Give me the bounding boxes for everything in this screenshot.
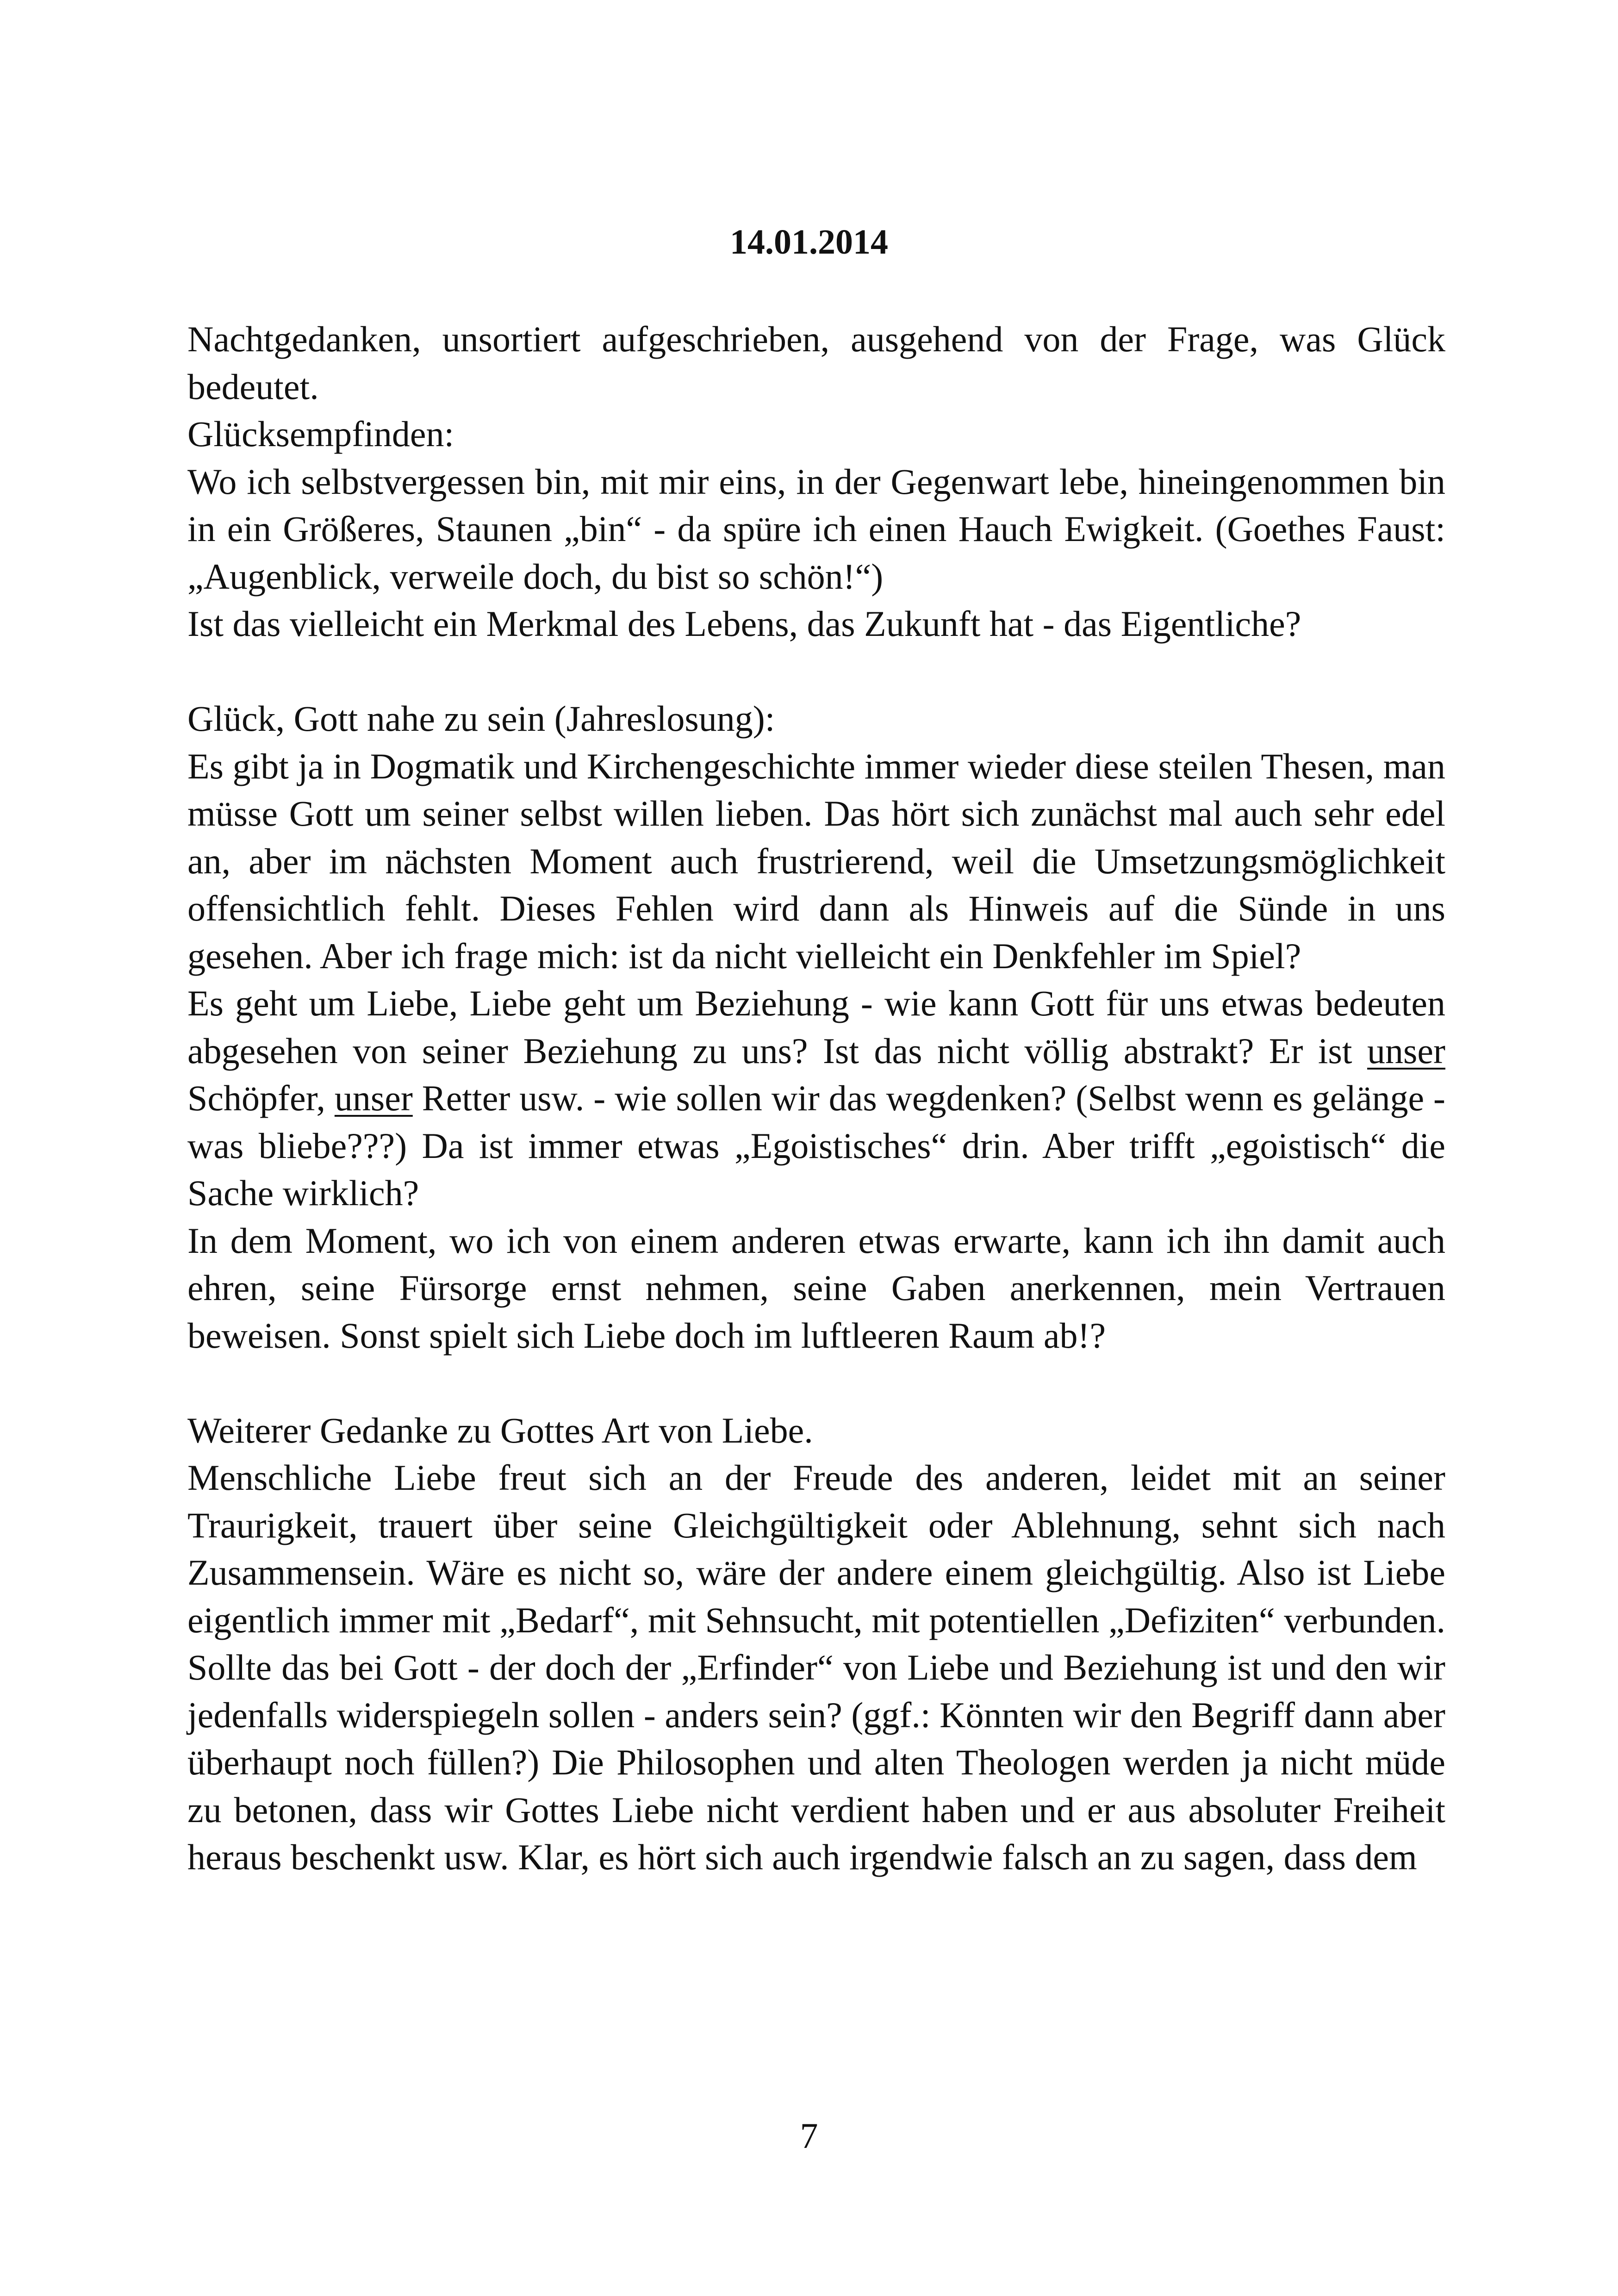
paragraph-selbstvergessen: Wo ich selbstvergessen bin, mit mir eins, in der Gegenwart lebe, hineingenommen bin in ein Größeres, Staunen „bin“ - da spüre ich einen Hauch Ewigkeit. (Goethes Faust: „Augenblick, verweile doch, du bist so schön!“) <box>187 461 1445 597</box>
paragraph-heading-gottes-liebe: Weiterer Gedanke zu Gottes Art von Liebe. <box>187 1410 813 1450</box>
entry-body <box>187 316 1445 1881</box>
paragraph-merkmal-question: Ist das vielleicht ein Merkmal des Lebens, das Zukunft hat - das Eigentliche? <box>187 604 1301 644</box>
underlined-word: unser <box>1367 1030 1445 1071</box>
text-run: Es geht um Liebe, Liebe geht um Beziehung - wie kann Gott für uns etwas bedeuten abgesehen von seiner Beziehung zu uns? Ist das nicht völlig abstrakt? Er ist <box>187 983 1445 1071</box>
paragraph-beziehung <box>187 980 1445 1217</box>
paragraph-dogmatik: Es gibt ja in Dogmatik und Kirchengeschichte immer wieder diese steilen Thesen, man müsse Gott um seiner selbst willen lieben. Das hört sich zunächst mal auch sehr edel an, aber im nächsten Moment auch frustrierend, weil die Umsetzungsmöglichkeit offensichtlich fehlt. Dieses Fehlen wird dann als Hinweis auf die Sünde in uns gesehen. Aber ich frage mich: ist da nicht vielleicht ein Denkfehler im Spiel? <box>187 746 1445 976</box>
paragraph-erwartung: In dem Moment, wo ich von einem anderen etwas erwarte, kann ich ihn damit auch ehren, seine Fürsorge ernst nehmen, seine Gaben anerkennen, mein Vertrauen beweisen. Sonst spielt sich Liebe doch im luftleeren Raum ab!? <box>187 1220 1445 1356</box>
paragraph-intro: Nachtgedanken, unsortiert aufgeschrieben, ausgehend von der Frage, was Glück bedeutet. <box>187 319 1445 407</box>
entry-date: 14.01.2014 <box>730 223 888 261</box>
paragraph-heading-gott-nahe: Glück, Gott nahe zu sein (Jahreslosung): <box>187 698 775 739</box>
page-number: 7 <box>800 2116 818 2156</box>
paragraph-menschliche-liebe: Menschliche Liebe freut sich an der Freude des anderen, leidet mit an seiner Traurigkeit, trauert über seine Gleichgültigkeit oder Ablehnung, sehnt sich nach Zusammensein. Wäre es nicht so, wäre der andere einem gleichgültig. Also ist Liebe eigentlich immer mit „Bedarf“, mit Sehnsucht, mit potentiellen „Defiziten“ verbunden. Sollte das bei Gott - der doch der „Erfinder“ von Liebe und Beziehung ist und den wir jedenfalls widerspiegeln sollen - anders sein? (ggf.: Könnten wir den Begriff dann aber überhaupt noch füllen?) Die Philosophen und alten Theologen werden ja nicht müde zu betonen, dass wir Gottes Liebe nicht verdient haben und er aus absoluter Freiheit heraus beschenkt usw. Klar, es hört sich auch irgendwie falsch an zu sagen, dass dem <box>187 1457 1445 1877</box>
text-run: Schöpfer, <box>187 1078 335 1118</box>
text-run: Retter usw. - wie sollen wir das wegdenken? (Selbst wenn es gelänge - was bliebe???) Da ist immer etwas „Egoistisches“ drin. Aber trifft „egoistisch“ die Sache wirklich? <box>187 1078 1445 1213</box>
paragraph-gap <box>187 648 1445 696</box>
underlined-word: unser <box>334 1078 413 1118</box>
paragraph-heading-gluecksempfinden: Glücksempfinden: <box>187 414 454 454</box>
paragraph-gap <box>187 1359 1445 1407</box>
